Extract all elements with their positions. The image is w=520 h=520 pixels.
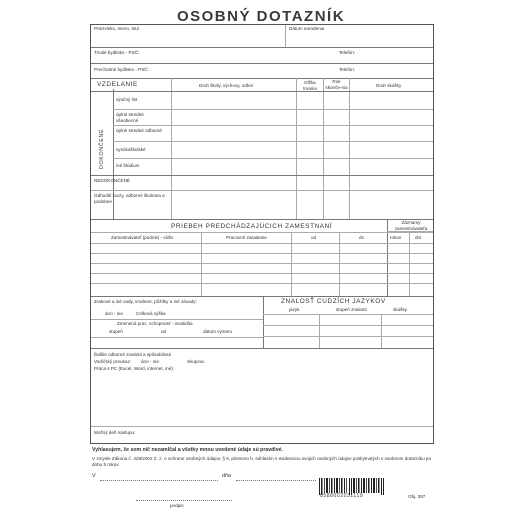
health-yes-no: áno - nie: [105, 311, 123, 316]
label-phone-2: Telefón:: [339, 67, 356, 72]
signature-label: podpis: [170, 503, 184, 508]
emp-col-years: rokov: [390, 235, 402, 240]
form-frame: [90, 24, 434, 444]
health-from: od: [161, 329, 167, 334]
signature-field[interactable]: [136, 500, 232, 501]
edu-row-general: úplné stredné všeobecné: [116, 112, 144, 123]
barcode-number: 8588002031119: [320, 493, 364, 499]
lang-col-exam: skúšky: [393, 307, 408, 312]
employment-heading: PRIEBEH PREDCHÁDZAJÚCICH ZAMESTNANÍ: [171, 223, 333, 230]
form-title: OSOBNÝ DOTAZNÍK: [176, 8, 346, 25]
date-label: dňa: [222, 473, 231, 479]
lang-col-level: stupeň znalosti: [336, 307, 367, 312]
edu-col-duration: Dĺžka trvania: [303, 80, 317, 91]
other-group: Skupina:: [187, 359, 205, 364]
edu-row-vocational-secondary: úplné stredné odborné: [116, 128, 162, 133]
health-ability: Celková výška: [136, 311, 166, 316]
edu-col-year: Rok skonče-nia: [325, 79, 348, 90]
health-date-review: dátum výmeru: [203, 329, 233, 334]
health-defects: Zrakové a iné vady, vrodené, pôžitky a iné závady:: [94, 299, 197, 304]
label-temporary-address: Prechodné bydlisko - PSČ:: [94, 67, 149, 72]
lang-col-language: jazyk: [289, 307, 300, 312]
barcode: [318, 478, 388, 500]
other-start-date: Možný deň nástupu:: [94, 430, 136, 435]
declaration-consent: V zmysle Zákona č. 428/2002 Z. z. o ochrane osobných údajov, § 6, písmeno b, súhlasím s evidenciou svojich osobných údajov poskytnutých v osobnom dotazníku po dobu 5 rokov.: [92, 456, 432, 467]
form-sheet: [78, 0, 444, 520]
edu-col-exam: Druh skúšky: [376, 83, 402, 88]
edu-row-other: iné štúdium: [116, 163, 140, 168]
education-heading: VZDELANIE: [97, 81, 138, 88]
emp-col-position: Pracovné zaradenie: [226, 235, 267, 240]
emp-col-to: do: [359, 235, 365, 240]
declaration-statement: Vyhlasujem, že som nič nezamlčal a všetky mnou uvedené údaje sú pravdivé.: [92, 447, 283, 453]
emp-col-employer: Zamestnávateľ (podnik) - sídlo: [111, 235, 174, 240]
date-field[interactable]: [236, 480, 316, 481]
product-code: Obj. 397: [408, 494, 426, 499]
place-prefix: V: [92, 473, 96, 479]
edu-col-school: Druh školy, výchovy, odbor: [199, 83, 254, 88]
incomplete-label: NEDOKONČENÉ: [94, 178, 130, 183]
emp-col-days: dní: [415, 235, 422, 240]
employment-reserved: Záznamy zamestnávateľa: [394, 220, 428, 231]
label-phone-1: Telefón:: [339, 50, 356, 55]
health-disability: Zmenená prac. schopnosť - invalidita: [117, 321, 193, 326]
edu-row-university: vysokoškolské: [116, 147, 146, 152]
other-skills: Ďalšie odborné znalosti a spôsobilosti: [94, 352, 171, 357]
label-name: Priezvisko, meno, titul: [94, 26, 139, 31]
completed-label: DOKONČENÉ: [99, 128, 105, 169]
label-birth-date: Dátum narodenia: [289, 26, 325, 31]
health-degree: stupeň: [109, 329, 123, 334]
label-permanent-address: Trvalé bydlisko - PSČ:: [94, 50, 140, 55]
edu-row-vocational: výučný list: [116, 97, 138, 102]
other-license: Vodičský preukaz:: [94, 359, 132, 364]
emp-col-from: od: [311, 235, 317, 240]
other-pc: Práca s PC (Excel, Word, internet, iné):: [94, 366, 175, 371]
place-field[interactable]: [100, 480, 218, 481]
other-license-yes-no: áno - nie: [141, 359, 159, 364]
languages-heading: ZNALOSŤ CUDZÍCH JAZYKOV: [281, 298, 386, 305]
edu-courses: Odhodlé kurzy, odborné školenia a podobne: [94, 193, 165, 204]
